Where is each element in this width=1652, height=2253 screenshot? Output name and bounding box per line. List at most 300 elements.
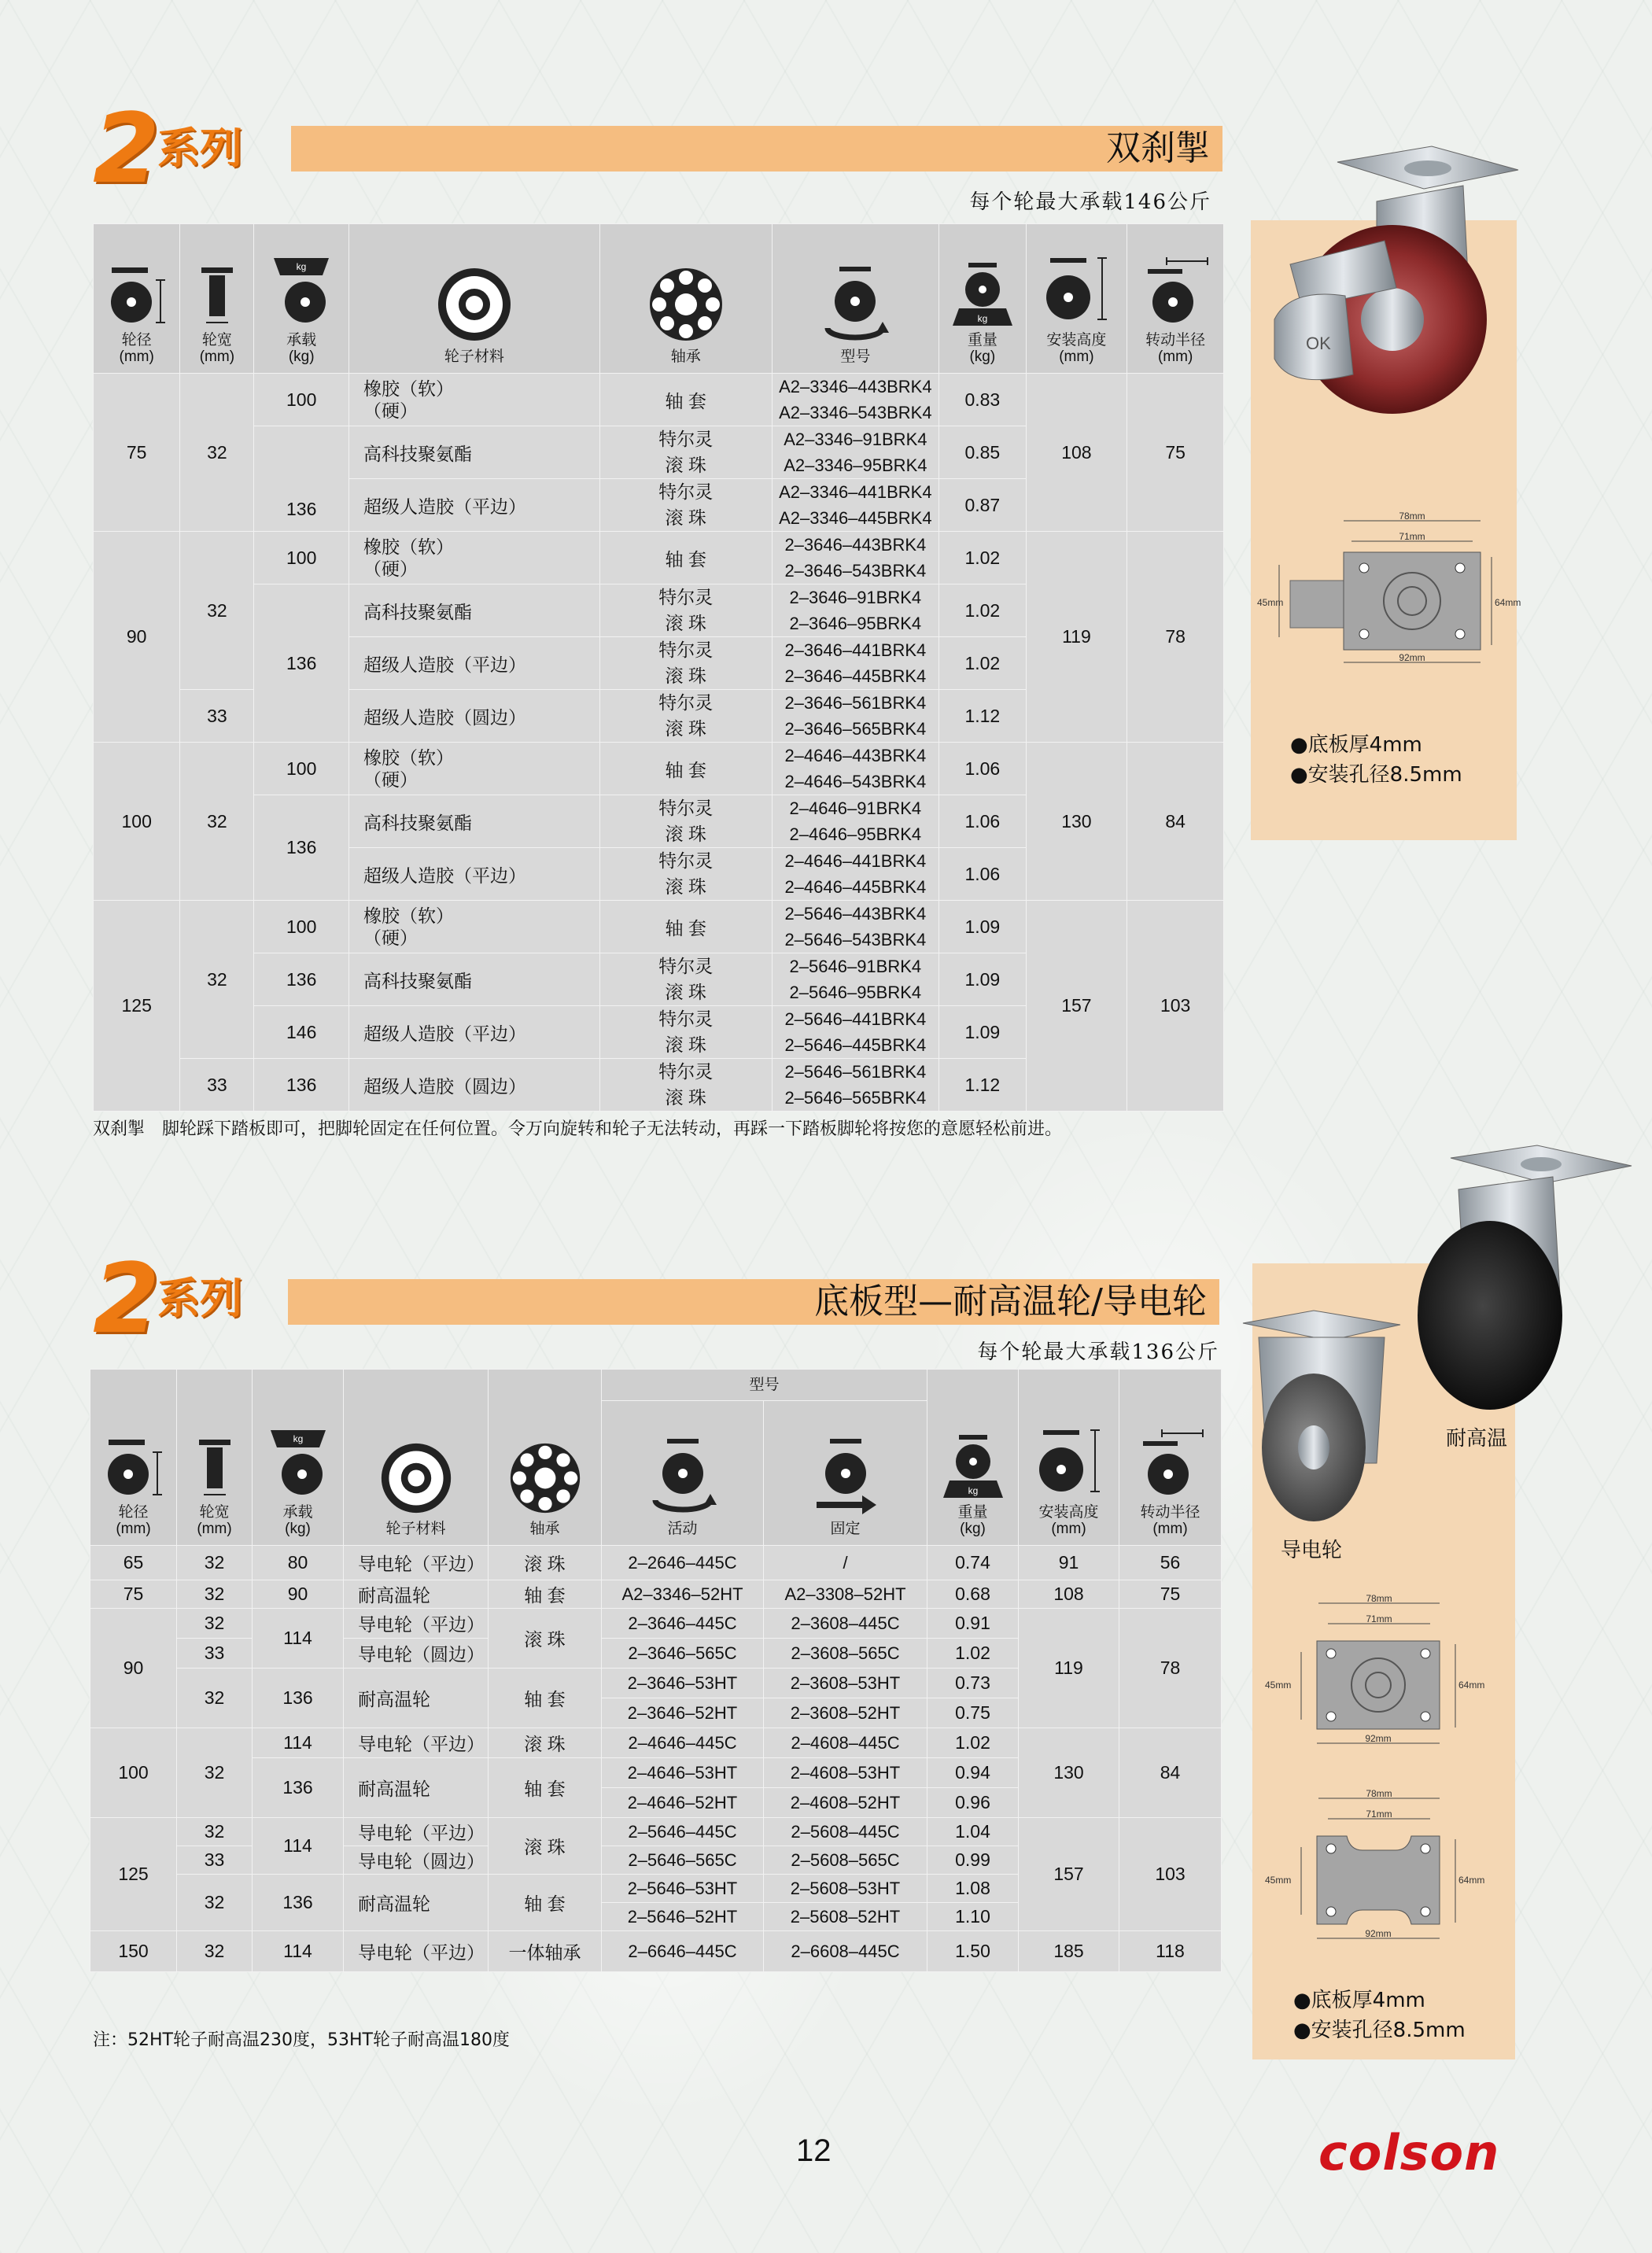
cell-fixed-model: 2–5608–565C (764, 1846, 927, 1875)
cell-height: 108 (1026, 374, 1127, 532)
cell-radius: 84 (1127, 743, 1224, 901)
header-material (344, 1370, 489, 1546)
cell-bearing: 轴 套 (489, 1758, 602, 1818)
series-word: 系列 (157, 1274, 242, 1323)
temperature-note: 注：52HT轮子耐高温230度，53HT轮子耐高温180度 (93, 2030, 510, 2050)
svg-text:kg: kg (296, 261, 307, 272)
cell-weight: 1.12 (939, 690, 1026, 743)
cell-weight: 0.75 (927, 1698, 1019, 1728)
cell-weight: 0.85 (939, 426, 1026, 479)
cell-swivel-model: A2–3346–52HT (602, 1580, 764, 1609)
cell-weight: 1.12 (939, 1059, 1026, 1112)
cell-material: 导电轮（平边） (344, 1818, 489, 1846)
header-width-label: 轮宽 (199, 1504, 230, 1521)
cell-radius: 75 (1119, 1580, 1222, 1609)
cell-weight: 1.04 (927, 1818, 1019, 1846)
cell-width: 32 (177, 1818, 253, 1846)
cell-material: 超级人造胶（平边） (348, 1006, 599, 1059)
cell-load: 136 (253, 1875, 344, 1931)
header-radius-label: 转动半径 (1145, 332, 1206, 348)
svg-text:64mm: 64mm (1495, 597, 1521, 608)
wheel-width-icon (194, 266, 241, 327)
table-row (90, 1728, 1222, 1758)
cell-load: 100 (254, 901, 349, 953)
cell-diameter: 100 (94, 743, 180, 901)
cell-load: 136 (254, 1059, 349, 1112)
weight-kg-icon (942, 1433, 1005, 1499)
cell-bearing: 滚 珠 (489, 1728, 602, 1758)
svg-text:45mm: 45mm (1257, 597, 1284, 608)
cell-fixed-model: / (764, 1546, 927, 1580)
header-model: 型号 (602, 1370, 927, 1401)
mount-height-icon (1034, 1429, 1104, 1499)
cell-material: 高科技聚氨酯 (348, 584, 599, 637)
spec-item: ●底板厚4mm (1290, 733, 1422, 757)
cell-bearing: 滚 珠 (489, 1609, 602, 1669)
cell-radius: 84 (1119, 1728, 1222, 1818)
cell-material: 导电轮（圆边） (344, 1639, 489, 1669)
cell-weight: 1.02 (927, 1639, 1019, 1669)
header-radius-unit: (mm) (1157, 348, 1193, 365)
cell-height: 119 (1019, 1609, 1119, 1728)
cell-fixed-model: 2–6608–445C (764, 1931, 927, 1972)
svg-text:71mm: 71mm (1366, 1809, 1392, 1820)
svg-text:92mm: 92mm (1365, 1733, 1392, 1744)
cell-swivel-model: 2–4646–445C (602, 1728, 764, 1758)
table-row (90, 1609, 1222, 1639)
cell-material: 橡胶（软） （硬） (348, 532, 599, 584)
header-height-label: 安装高度 (1038, 1504, 1099, 1521)
cell-diameter: 65 (90, 1546, 177, 1580)
cell-diameter: 90 (94, 532, 180, 743)
header-weight (939, 224, 1026, 374)
cell-material: 超级人造胶（平边） (348, 848, 599, 901)
load-kg-icon (266, 256, 337, 327)
cell-swivel-model: 2–3646–565C (602, 1639, 764, 1669)
header-load-unit: (kg) (285, 1521, 311, 1537)
cell-model: A2–3346–441BRK4 A2–3346–445BRK4 (772, 479, 939, 532)
svg-text:78mm: 78mm (1366, 1593, 1392, 1604)
cell-model: 2–4646–441BRK4 2–4646–445BRK4 (772, 848, 939, 901)
cell-bearing: 轴 套 (489, 1669, 602, 1728)
brand-logo: colson (1318, 2124, 1500, 2181)
cell-weight: 1.02 (927, 1728, 1019, 1758)
cell-bearing: 一体轴承 (489, 1931, 602, 1972)
cell-weight: 0.68 (927, 1580, 1019, 1609)
svg-text:92mm: 92mm (1365, 1928, 1392, 1939)
header-diameter-label: 轮径 (121, 332, 152, 348)
cell-diameter: 125 (90, 1818, 177, 1931)
cell-width: 32 (177, 1931, 253, 1972)
cell-weight: 1.09 (939, 953, 1026, 1006)
header-weight-unit: (kg) (969, 348, 996, 365)
cell-material: 导电轮（平边） (344, 1728, 489, 1758)
cell-load: 136 (253, 1669, 344, 1728)
cell-width: 32 (180, 532, 254, 690)
cell-material: 导电轮（圆边） (344, 1846, 489, 1875)
svg-text:92mm: 92mm (1399, 652, 1425, 663)
wheel-diameter-icon (105, 266, 168, 327)
cell-diameter: 150 (90, 1931, 177, 1972)
table-row (94, 374, 1224, 426)
cell-fixed-model: 2–3608–445C (764, 1609, 927, 1639)
cell-radius: 103 (1127, 901, 1224, 1112)
header-material (348, 224, 599, 374)
header-load (254, 224, 349, 374)
header-width (180, 224, 254, 374)
spec-table-1 (93, 223, 1224, 1112)
section-title-bar (291, 126, 1222, 171)
table-row (94, 743, 1224, 795)
cell-swivel-model: 2–3646–445C (602, 1609, 764, 1639)
cell-bearing: 轴 套 (489, 1875, 602, 1931)
svg-text:78mm: 78mm (1399, 511, 1425, 522)
wheel-material-icon (378, 1440, 454, 1516)
spec-item: ●底板厚4mm (1293, 1989, 1425, 2012)
cell-load: 114 (253, 1818, 344, 1875)
header-load-unit: (kg) (288, 348, 315, 365)
cell-material: 橡胶（软） （硬） (348, 374, 599, 426)
cell-fixed-model: 2–5608–53HT (764, 1875, 927, 1903)
cell-width: 32 (177, 1609, 253, 1639)
cell-weight: 1.06 (939, 743, 1026, 795)
cell-material: 耐高温轮 (344, 1875, 489, 1931)
cell-swivel-model: 2–4646–52HT (602, 1788, 764, 1818)
swivel-radius-icon (1135, 1429, 1206, 1499)
cell-load: 136 (254, 426, 349, 532)
cell-height: 157 (1019, 1818, 1119, 1931)
header-height-unit: (mm) (1059, 348, 1094, 365)
cell-weight: 1.09 (939, 901, 1026, 953)
cell-weight: 0.83 (939, 374, 1026, 426)
header-weight (927, 1370, 1019, 1546)
conductive-label: 导电轮 (1281, 1539, 1343, 1562)
series-number: 2 (93, 1243, 157, 1355)
section-title-bar (288, 1279, 1219, 1325)
spec-item: ●安装孔径8.5mm (1293, 2019, 1466, 2042)
cell-height: 157 (1026, 901, 1127, 1112)
cell-bearing: 轴 套 (599, 532, 772, 584)
cell-width: 32 (177, 1728, 253, 1818)
mounting-plate-diagram (1256, 510, 1521, 667)
header-bearing-label: 轴承 (529, 1521, 560, 1537)
svg-text:kg: kg (977, 313, 988, 324)
bearing-icon (507, 1440, 583, 1516)
footnote-brake: 双刹掣 脚轮踩下踏板即可，把脚轮固定在任何位置。令万向旋转和轮子无法转动，再踩一下踏板脚轮将按您的意愿轻松前进。 (93, 1119, 1063, 1139)
cell-load: 146 (254, 1006, 349, 1059)
table-row (90, 1546, 1222, 1580)
spec-table-2 (90, 1369, 1222, 1972)
header-model-label: 型号 (840, 348, 871, 365)
cell-height: 119 (1026, 532, 1127, 743)
header-diameter-unit: (mm) (119, 348, 154, 365)
cell-radius: 78 (1119, 1609, 1222, 1728)
spec-item: ●安装孔径8.5mm (1290, 763, 1462, 787)
cell-material: 橡胶（软） （硬） (348, 901, 599, 953)
cell-bearing: 滚 珠 (489, 1546, 602, 1580)
cell-width: 33 (180, 1059, 254, 1112)
svg-text:kg: kg (968, 1485, 978, 1496)
svg-text:64mm: 64mm (1458, 1875, 1485, 1886)
brake-caster-photo (1259, 138, 1526, 437)
header-bearing-label: 轴承 (670, 348, 701, 365)
header-load-label: 承载 (282, 1504, 313, 1521)
cell-model: 2–5646–91BRK4 2–5646–95BRK4 (772, 953, 939, 1006)
series-number: 2 (93, 93, 157, 205)
cell-radius: 56 (1119, 1546, 1222, 1580)
cell-bearing: 特尔灵 滚 珠 (599, 637, 772, 690)
max-load-caption: 每个轮最大承载136公斤 (977, 1340, 1219, 1364)
cell-weight: 0.73 (927, 1669, 1019, 1698)
cell-weight: 1.06 (939, 795, 1026, 848)
cell-fixed-model: 2–5608–52HT (764, 1903, 927, 1931)
cell-weight: 1.06 (939, 848, 1026, 901)
cell-load: 80 (253, 1546, 344, 1580)
header-diameter (94, 224, 180, 374)
cell-swivel-model: 2–5646–565C (602, 1846, 764, 1875)
cell-material: 耐高温轮 (344, 1758, 489, 1818)
cell-width: 32 (177, 1669, 253, 1728)
cell-height: 108 (1019, 1580, 1119, 1609)
cell-height: 130 (1026, 743, 1127, 901)
mounting-plate-diagram (1252, 1787, 1512, 1945)
header-weight-label: 重量 (957, 1504, 988, 1521)
cell-weight: 0.99 (927, 1846, 1019, 1875)
cell-height: 185 (1019, 1931, 1119, 1972)
cell-load: 136 (254, 953, 349, 1006)
cell-bearing: 特尔灵 滚 珠 (599, 479, 772, 532)
cell-model: A2–3346–443BRK4 A2–3346–543BRK4 (772, 374, 939, 426)
cell-model: 2–3646–91BRK4 2–3646–95BRK4 (772, 584, 939, 637)
cell-swivel-model: 2–6646–445C (602, 1931, 764, 1972)
cell-weight: 0.87 (939, 479, 1026, 532)
cell-model: 2–5646–443BRK4 2–5646–543BRK4 (772, 901, 939, 953)
conductive-caster-photo (1227, 1306, 1440, 1526)
header-width-unit: (mm) (199, 348, 235, 365)
header-radius-label: 转动半径 (1140, 1504, 1200, 1521)
table-row (90, 1931, 1222, 1972)
table-row (90, 1580, 1222, 1609)
cell-swivel-model: 2–5646–52HT (602, 1903, 764, 1931)
mounting-plate-diagram (1252, 1592, 1512, 1750)
cell-bearing: 特尔灵 滚 珠 (599, 1006, 772, 1059)
max-load-caption: 每个轮最大承载146公斤 (969, 190, 1211, 214)
cell-model: 2–3646–443BRK4 2–3646–543BRK4 (772, 532, 939, 584)
header-model (772, 224, 939, 374)
cell-material: 耐高温轮 (344, 1669, 489, 1728)
cell-fixed-model: 2–4608–52HT (764, 1788, 927, 1818)
cell-weight: 1.02 (939, 637, 1026, 690)
cell-width: 32 (177, 1546, 253, 1580)
cell-material: 耐高温轮 (344, 1580, 489, 1609)
cell-fixed-model: A2–3308–52HT (764, 1580, 927, 1609)
cell-weight: 1.08 (927, 1875, 1019, 1903)
wheel-width-icon (191, 1438, 238, 1499)
cell-width: 33 (180, 690, 254, 743)
cell-load: 100 (254, 374, 349, 426)
header-fixed (764, 1401, 927, 1546)
cell-model: 2–4646–91BRK4 2–4646–95BRK4 (772, 795, 939, 848)
cell-bearing: 轴 套 (599, 374, 772, 426)
svg-text:kg: kg (293, 1433, 303, 1444)
cell-weight: 1.10 (927, 1903, 1019, 1931)
cell-diameter: 75 (94, 374, 180, 532)
header-radius-unit: (mm) (1152, 1521, 1188, 1537)
wheel-material-icon (435, 265, 514, 344)
header-diameter (90, 1370, 177, 1546)
cell-bearing: 特尔灵 滚 珠 (599, 953, 772, 1006)
cell-diameter: 90 (90, 1609, 177, 1728)
swivel-radius-icon (1140, 256, 1211, 327)
cell-width: 32 (180, 901, 254, 1059)
plate-spec-list (1293, 1986, 1466, 2045)
header-diameter-unit: (mm) (116, 1521, 151, 1537)
cell-bearing: 轴 套 (599, 901, 772, 953)
cell-swivel-model: 2–3646–53HT (602, 1669, 764, 1698)
section-title: 双刹掣 (1106, 128, 1210, 168)
cell-width: 33 (177, 1846, 253, 1875)
cell-radius: 78 (1127, 532, 1224, 743)
cell-weight: 1.09 (939, 1006, 1026, 1059)
cell-material: 导电轮（平边） (344, 1931, 489, 1972)
cell-model: 2–4646–443BRK4 2–4646–543BRK4 (772, 743, 939, 795)
svg-text:78mm: 78mm (1366, 1788, 1392, 1799)
cell-material: 导电轮（平边） (344, 1546, 489, 1580)
cell-bearing: 特尔灵 滚 珠 (599, 795, 772, 848)
cell-material: 超级人造胶（平边） (348, 479, 599, 532)
cell-load: 136 (253, 1758, 344, 1818)
cell-bearing: 滚 珠 (489, 1818, 602, 1875)
page-number: 12 (796, 2133, 832, 2168)
header-height (1026, 224, 1127, 374)
cell-bearing: 特尔灵 滚 珠 (599, 584, 772, 637)
cell-radius: 103 (1119, 1818, 1222, 1931)
cell-material: 高科技聚氨酯 (348, 953, 599, 1006)
cell-material: 超级人造胶（圆边） (348, 1059, 599, 1112)
header-load-label: 承载 (286, 332, 317, 348)
header-radius (1127, 224, 1224, 374)
cell-material: 超级人造胶（平边） (348, 637, 599, 690)
cell-load: 100 (254, 743, 349, 795)
cell-width: 32 (177, 1580, 253, 1609)
cell-width: 32 (180, 743, 254, 901)
cell-load: 136 (254, 795, 349, 901)
cell-weight: 0.96 (927, 1788, 1019, 1818)
header-width-label: 轮宽 (201, 332, 232, 348)
cell-weight: 0.74 (927, 1546, 1019, 1580)
header-bearing (489, 1370, 602, 1546)
cell-load: 114 (253, 1728, 344, 1758)
cell-swivel-model: 2–4646–53HT (602, 1758, 764, 1788)
svg-text:64mm: 64mm (1458, 1680, 1485, 1691)
cell-model: 2–5646–561BRK4 2–5646–565BRK4 (772, 1059, 939, 1112)
series-word: 系列 (157, 124, 242, 173)
cell-material: 高科技聚氨酯 (348, 426, 599, 479)
header-swivel-label: 活动 (667, 1521, 698, 1537)
cell-bearing: 特尔灵 滚 珠 (599, 426, 772, 479)
high-temp-label: 耐高温 (1446, 1427, 1508, 1451)
cell-swivel-model: 2–5646–53HT (602, 1875, 764, 1903)
cell-model: 2–5646–441BRK4 2–5646–445BRK4 (772, 1006, 939, 1059)
cell-load: 114 (253, 1609, 344, 1669)
cell-bearing: 特尔灵 滚 珠 (599, 1059, 772, 1112)
bearing-icon (647, 265, 725, 344)
svg-text:OK: OK (1306, 334, 1331, 353)
cell-load: 114 (253, 1931, 344, 1972)
cell-swivel-model: 2–3646–52HT (602, 1698, 764, 1728)
header-material-label: 轮子材料 (444, 348, 504, 365)
cell-radius: 118 (1119, 1931, 1222, 1972)
cell-load: 100 (254, 532, 349, 584)
cell-model: A2–3346–91BRK4 A2–3346–95BRK4 (772, 426, 939, 479)
cell-weight: 0.91 (927, 1609, 1019, 1639)
cell-diameter: 100 (90, 1728, 177, 1818)
cell-diameter: 75 (90, 1580, 177, 1609)
cell-material: 超级人造胶（圆边） (348, 690, 599, 743)
header-swivel (602, 1401, 764, 1546)
cell-weight: 1.02 (939, 584, 1026, 637)
cell-load: 136 (254, 584, 349, 743)
wheel-diameter-icon (102, 1438, 165, 1499)
cell-model: 2–3646–441BRK4 2–3646–445BRK4 (772, 637, 939, 690)
weight-kg-icon (951, 261, 1014, 327)
cell-material: 导电轮（平边） (344, 1609, 489, 1639)
svg-text:45mm: 45mm (1265, 1680, 1292, 1691)
cell-fixed-model: 2–3608–53HT (764, 1669, 927, 1698)
header-width (177, 1370, 253, 1546)
table-row (90, 1818, 1222, 1846)
cell-bearing: 轴 套 (599, 743, 772, 795)
svg-text:71mm: 71mm (1399, 531, 1425, 542)
cell-height: 130 (1019, 1728, 1119, 1818)
header-fixed-label: 固定 (830, 1521, 861, 1537)
cell-height: 91 (1019, 1546, 1119, 1580)
cell-width: 32 (177, 1875, 253, 1931)
cell-diameter: 125 (94, 901, 180, 1112)
cell-bearing: 特尔灵 滚 珠 (599, 690, 772, 743)
load-kg-icon (263, 1429, 334, 1499)
cell-fixed-model: 2–3608–565C (764, 1639, 927, 1669)
cell-fixed-model: 2–5608–445C (764, 1818, 927, 1846)
svg-text:45mm: 45mm (1265, 1875, 1292, 1886)
cell-weight: 1.50 (927, 1931, 1019, 1972)
table-row (94, 532, 1224, 584)
header-material-label: 轮子材料 (385, 1521, 446, 1537)
cell-bearing: 特尔灵 滚 珠 (599, 848, 772, 901)
header-height-unit: (mm) (1051, 1521, 1086, 1537)
cell-load: 90 (253, 1580, 344, 1609)
cell-fixed-model: 2–4608–445C (764, 1728, 927, 1758)
header-diameter-label: 轮径 (118, 1504, 149, 1521)
cell-width: 33 (177, 1639, 253, 1669)
swivel-caster-icon (820, 265, 891, 344)
cell-fixed-model: 2–3608–52HT (764, 1698, 927, 1728)
cell-model: 2–3646–561BRK4 2–3646–565BRK4 (772, 690, 939, 743)
cell-material: 高科技聚氨酯 (348, 795, 599, 848)
header-weight-unit: (kg) (960, 1521, 986, 1537)
cell-swivel-model: 2–2646–445C (602, 1546, 764, 1580)
header-height-label: 安装高度 (1046, 332, 1107, 348)
cell-weight: 1.02 (939, 532, 1026, 584)
cell-swivel-model: 2–5646–445C (602, 1818, 764, 1846)
table-row (94, 901, 1224, 953)
cell-fixed-model: 2–4608–53HT (764, 1758, 927, 1788)
header-height (1019, 1370, 1119, 1546)
header-weight-label: 重量 (967, 332, 997, 348)
cell-bearing: 轴 套 (489, 1580, 602, 1609)
fixed-caster-icon (810, 1437, 881, 1516)
mount-height-icon (1041, 256, 1112, 327)
